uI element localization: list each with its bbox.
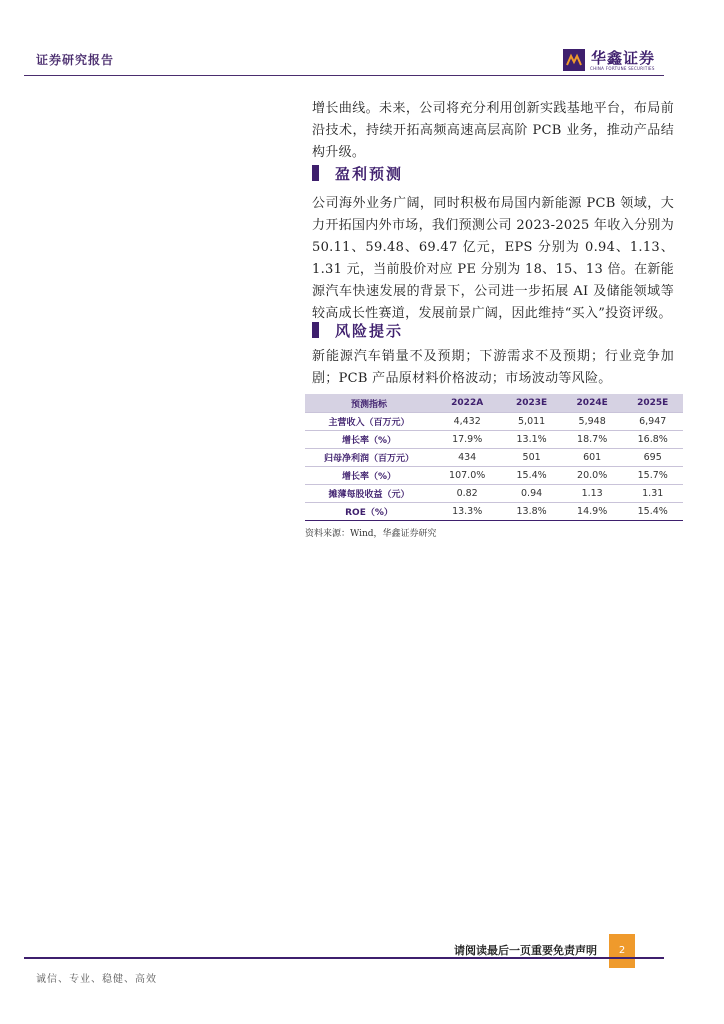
table-cell: 18.7% <box>562 431 623 449</box>
footer-divider <box>24 957 664 959</box>
section-heading-risk <box>312 320 403 340</box>
section-title: 盈利预测 <box>335 165 404 183</box>
table-cell: 1.31 <box>622 485 683 503</box>
table-cell: 20.0% <box>562 467 623 485</box>
logo-mark-icon <box>563 49 585 71</box>
logo-text-en: CHINA FORTUNE SECURITIES <box>590 66 655 71</box>
table-row <box>305 485 683 503</box>
table-cell: 13.8% <box>501 503 562 521</box>
table-header-row <box>305 394 683 413</box>
table-cell: 15.4% <box>622 503 683 521</box>
logo-text-cn: 华鑫证券 <box>591 49 656 67</box>
table-source-note: 资料来源：Wind，华鑫证券研究 <box>305 529 437 539</box>
section-marker-icon <box>312 165 319 181</box>
risk-paragraph: 新能源汽车销量不及预期；下游需求不及预期；行业竞争加剧；PCB 产品原材料价格波动；市场波动等风险。 <box>312 349 674 386</box>
page-number-badge: 2 <box>609 934 635 968</box>
disclaimer-link[interactable]: 请阅读最后一页重要免责声明 <box>454 944 597 957</box>
table-cell: 16.8% <box>622 431 683 449</box>
forecast-table <box>305 394 683 521</box>
table-cell: 501 <box>501 449 562 467</box>
profit-forecast-paragraph: 公司海外业务广阔，同时积极布局国内新能源 PCB 领域，大力开拓国内外市场，我们预测公司 2023-2025 年收入分别为 50.11、59.48、69.47 亿元，EPS 分别为 0.94、1.13、1.31 元，当前股价对应 PE 分别为 18、15、13 倍。在新能源汽车快速发展的背景下，公司进一步拓展 AI 及储能领域等较高成长性赛道，发展前景广阔，因此维持“买入”投资评级。 <box>312 196 674 321</box>
table-row-label: 增长率（%） <box>305 467 433 485</box>
report-type-title: 证券研究报告 <box>36 53 115 67</box>
table-header-cell: 2022A <box>433 394 501 413</box>
section-title: 风险提示 <box>335 322 404 340</box>
table-cell: 15.7% <box>622 467 683 485</box>
company-logo <box>563 47 673 73</box>
company-slogan: 诚信、专业、稳健、高效 <box>36 974 157 985</box>
table-row-label: ROE（%） <box>305 503 433 521</box>
table-cell: 0.82 <box>433 485 501 503</box>
table-header-cell: 2023E <box>501 394 562 413</box>
table-cell: 5,948 <box>562 413 623 431</box>
table-cell: 434 <box>433 449 501 467</box>
table-cell: 14.9% <box>562 503 623 521</box>
table-cell: 6,947 <box>622 413 683 431</box>
table-row-label: 增长率（%） <box>305 431 433 449</box>
table-cell: 17.9% <box>433 431 501 449</box>
table-cell: 0.94 <box>501 485 562 503</box>
table-cell: 1.13 <box>562 485 623 503</box>
table-row-label: 主营收入（百万元） <box>305 413 433 431</box>
table-row <box>305 413 683 431</box>
section-marker-icon <box>312 322 319 338</box>
table-header-cell: 2025E <box>622 394 683 413</box>
table-row <box>305 467 683 485</box>
table-cell: 13.3% <box>433 503 501 521</box>
intro-paragraph: 增长曲线。未来，公司将充分利用创新实践基地平台，布局前沿技术，持续开拓高频高速高层高阶 PCB 业务，推动产品结构升级。 <box>312 101 674 160</box>
header-divider <box>24 75 664 76</box>
table-row <box>305 449 683 467</box>
table-cell: 107.0% <box>433 467 501 485</box>
table-row <box>305 503 683 521</box>
table-row-label: 摊薄每股收益（元） <box>305 485 433 503</box>
table-header-cell: 预测指标 <box>305 394 433 413</box>
table-cell: 4,432 <box>433 413 501 431</box>
section-heading-profit-forecast <box>312 163 403 183</box>
table-row <box>305 431 683 449</box>
table-row-label: 归母净利润（百万元） <box>305 449 433 467</box>
table-cell: 15.4% <box>501 467 562 485</box>
table-cell: 601 <box>562 449 623 467</box>
table-cell: 13.1% <box>501 431 562 449</box>
table-cell: 5,011 <box>501 413 562 431</box>
table-cell: 695 <box>622 449 683 467</box>
table-header-cell: 2024E <box>562 394 623 413</box>
